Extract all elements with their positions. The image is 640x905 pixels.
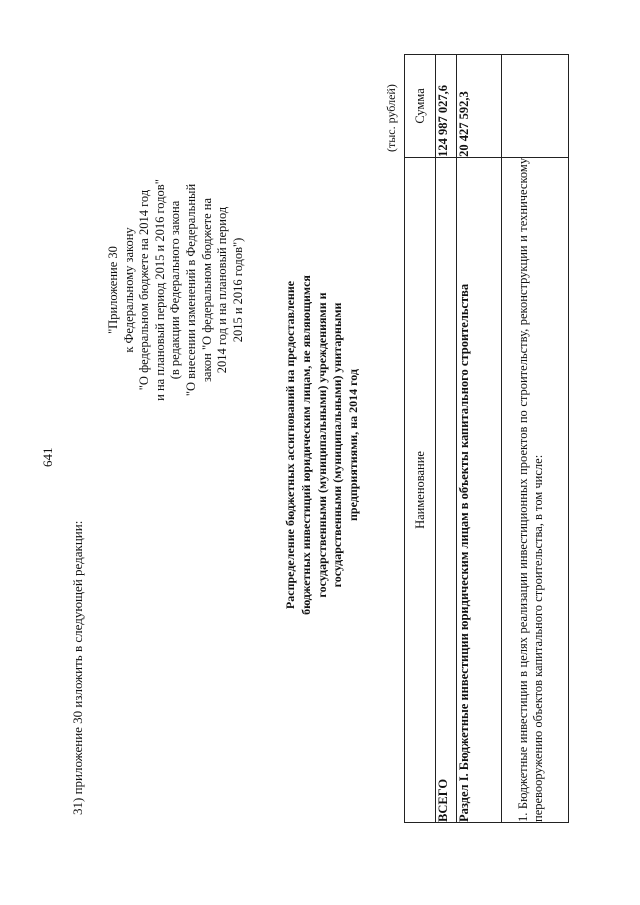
title-line: предприятиями, на 2014 год (346, 369, 361, 521)
header-name: Наименование (405, 157, 436, 822)
document-title (283, 185, 362, 705)
intro-text: 31) приложение 30 изложить в следующей редакции: (70, 520, 85, 815)
appendix-line: и на плановый период 2015 и 2016 годов" (152, 179, 167, 401)
appendix-line: "Приложение 30 (106, 246, 120, 334)
title-line: государственными (муниципальными) учреждениями и (314, 292, 329, 598)
row-name: 1. Бюджетные инвестиции в целях реализации инвестиционных проектов по строительству, реконструкции и техническому перевооружению объектов капитального строительства, в том числе: (502, 157, 569, 822)
units-label: (тыс. рублей) (384, 84, 398, 152)
title-line: Распределение бюджетных ассигнований на предоставление (283, 280, 297, 610)
appendix-line: закон "О федеральном бюджете на (199, 197, 214, 383)
table-row (502, 55, 569, 823)
table-header-row (405, 55, 436, 823)
page-number: 641 (40, 447, 55, 467)
appendix-header (106, 110, 246, 470)
row-sum (502, 55, 569, 158)
row-name: Раздел I. Бюджетные инвестиции юридическим лицам в объекты капитального строительства (457, 157, 502, 822)
table-row (457, 55, 502, 823)
appendix-line: 2014 год и на плановый период (215, 206, 230, 374)
appendix-line: к Федеральному закону (121, 227, 136, 353)
appendix-line: "О федеральном бюджете на 2014 год (137, 189, 152, 391)
row-sum: 124 987 027,6 (436, 55, 457, 158)
header-sum: Сумма (405, 55, 436, 158)
table-row (436, 55, 457, 823)
row-sum: 20 427 592,3 (457, 55, 502, 158)
row-name: ВСЕГО (436, 157, 457, 822)
appendix-line: "О внесении изменений в Федеральный (183, 183, 198, 397)
title-line: государственными (муниципальными) унитарными (330, 302, 345, 588)
title-line: бюджетных инвестиций юридическим лицам, не являющимся (298, 275, 313, 615)
appendix-line: (в редакции Федерального закона (168, 200, 183, 380)
allocation-table (404, 54, 569, 823)
appendix-line: 2015 и 2016 годов") (230, 237, 245, 343)
